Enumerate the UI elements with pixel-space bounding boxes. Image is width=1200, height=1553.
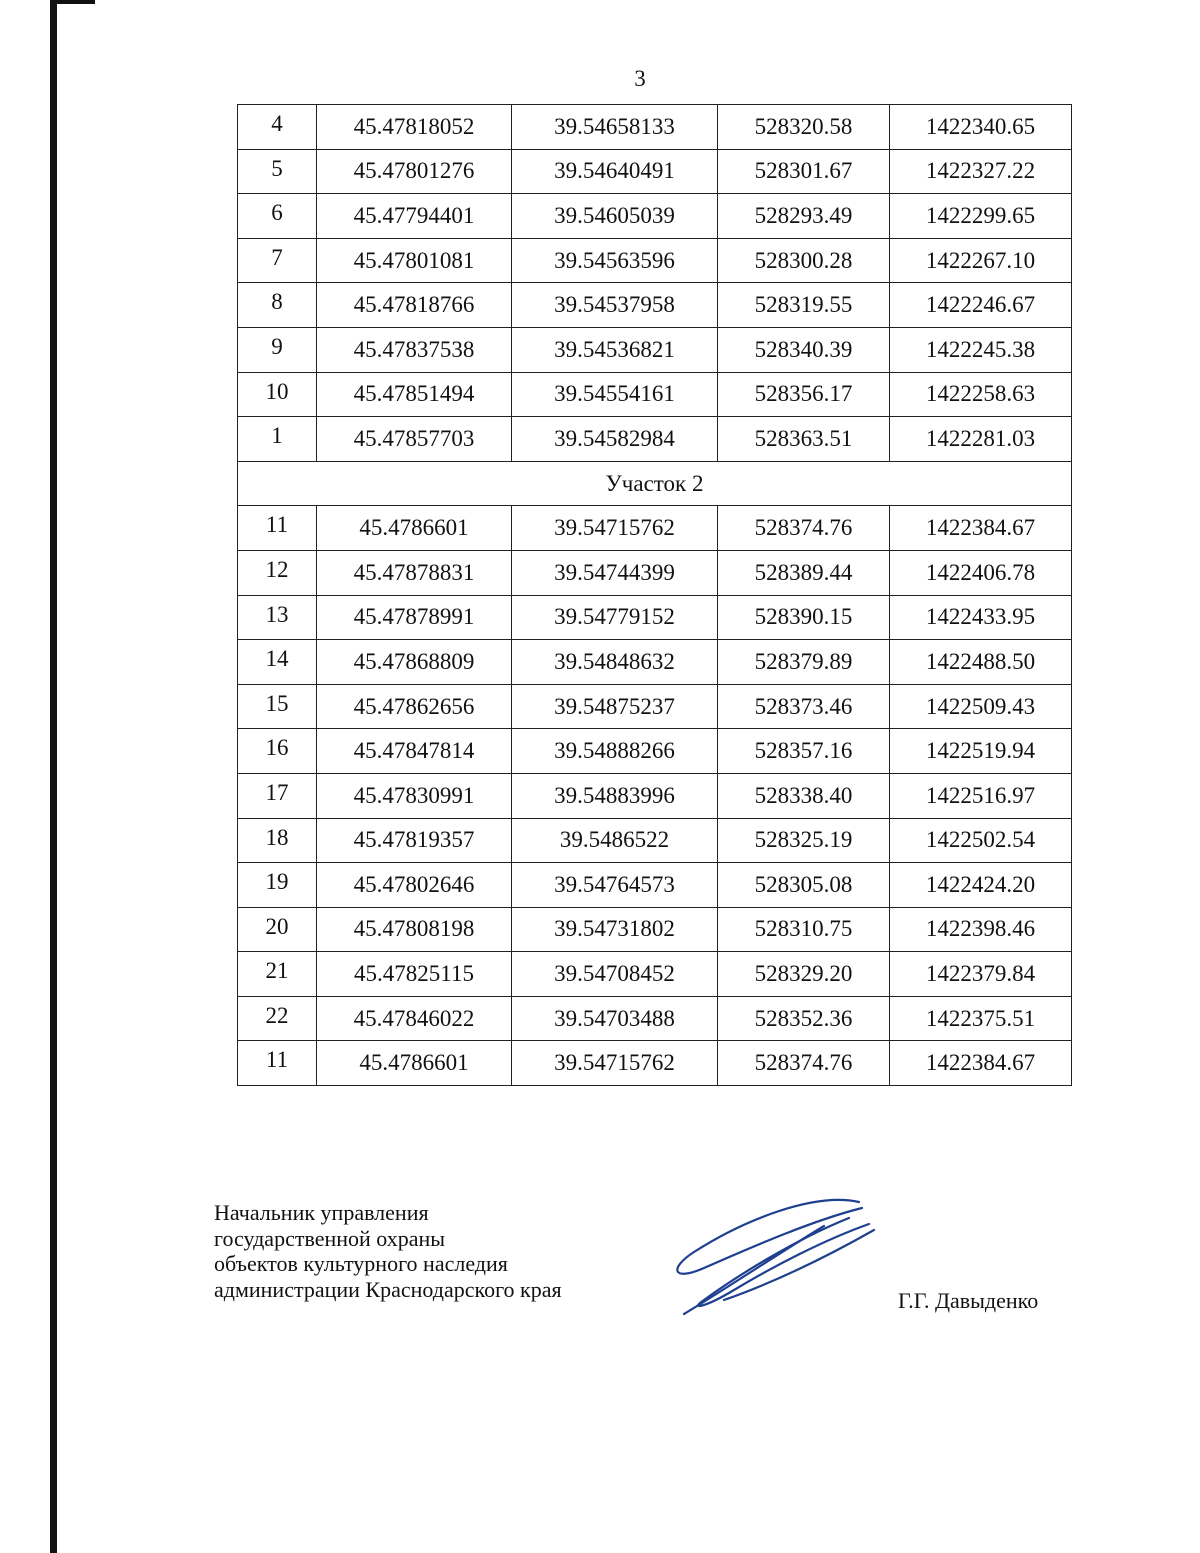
coordinate-cell: 45.47801276 [317,149,512,194]
coordinate-cell: 528390.15 [718,595,890,640]
coordinate-cell: 1422246.67 [890,283,1072,328]
handwritten-signature-icon [664,1190,884,1325]
coordinate-cell: 45.47801081 [317,238,512,283]
coordinate-cell: 39.54582984 [512,417,718,462]
coordinate-cell: 45.47818052 [317,105,512,150]
position-line: объектов культурного наследия [214,1251,508,1276]
coordinate-cell: 1422375.51 [890,996,1072,1041]
point-number-cell: 8 [238,283,317,328]
point-number-cell: 7 [238,238,317,283]
coordinate-cell: 45.47808198 [317,907,512,952]
table-row [238,952,1072,997]
table-row [238,238,1072,283]
table-row [238,595,1072,640]
point-number-cell: 4 [238,105,317,150]
position-line: Начальник управления [214,1200,429,1225]
coordinate-cell: 1422384.67 [890,1041,1072,1086]
scan-edge-top [57,0,95,4]
point-number-cell: 9 [238,327,317,372]
coordinate-cell: 45.47857703 [317,417,512,462]
coordinate-cell: 1422327.22 [890,149,1072,194]
point-number-cell: 6 [238,194,317,239]
point-number-cell: 20 [238,907,317,952]
table-row [238,863,1072,908]
table-row [238,372,1072,417]
table-row [238,684,1072,729]
point-number-cell: 5 [238,149,317,194]
coordinate-cell: 528363.51 [718,417,890,462]
coordinate-cell: 45.47862656 [317,684,512,729]
coordinate-cell: 1422299.65 [890,194,1072,239]
page-number: 3 [634,66,646,91]
coordinate-cell: 39.54563596 [512,238,718,283]
coordinate-cell: 528340.39 [718,327,890,372]
table-row [238,640,1072,685]
point-number-cell: 15 [238,684,317,729]
coordinate-cell: 528379.89 [718,640,890,685]
coordinate-cell: 528357.16 [718,729,890,774]
point-number-cell: 17 [238,773,317,818]
coordinate-cell: 528305.08 [718,863,890,908]
position-line: государственной охраны [214,1225,446,1251]
coordinate-cell: 45.47794401 [317,194,512,239]
coordinate-cell: 45.4786601 [317,506,512,551]
coordinate-cell: 1422258.63 [890,372,1072,417]
table-row [238,907,1072,952]
coordinate-cell: 1422424.20 [890,863,1072,908]
coordinate-cell: 39.54888266 [512,729,718,774]
coordinate-cell: 39.54779152 [512,595,718,640]
table-row [238,996,1072,1041]
section-title: Участок 2 [238,461,1072,506]
coordinate-cell: 39.54848632 [512,640,718,685]
coordinate-cell: 1422502.54 [890,818,1072,863]
coordinate-cell: 528329.20 [718,952,890,997]
coordinate-cell: 39.54715762 [512,1041,718,1086]
table-row [238,506,1072,551]
coordinate-cell: 1422406.78 [890,550,1072,595]
coordinate-cell: 528319.55 [718,283,890,328]
coordinate-cell: 39.54703488 [512,996,718,1041]
table-row [238,417,1072,462]
coordinate-cell: 39.54875237 [512,684,718,729]
table-row [238,283,1072,328]
coordinate-cell: 45.47846022 [317,996,512,1041]
table-row [238,550,1072,595]
coordinate-cell: 45.47830991 [317,773,512,818]
table-row [238,149,1072,194]
point-number-cell: 14 [238,640,317,685]
coordinate-cell: 45.47825115 [317,952,512,997]
point-number-cell: 12 [238,550,317,595]
table-row [238,105,1072,150]
coordinate-cell: 528389.44 [718,550,890,595]
section-row [238,461,1072,506]
coordinate-cell: 45.47851494 [317,372,512,417]
point-number-cell: 11 [238,1041,317,1086]
coordinate-cell: 1422398.46 [890,907,1072,952]
coordinate-cell: 39.54537958 [512,283,718,328]
point-number-cell: 16 [238,729,317,774]
coordinate-cell: 1422516.97 [890,773,1072,818]
coordinate-cell: 39.54764573 [512,863,718,908]
point-number-cell: 21 [238,952,317,997]
coordinate-cell: 45.4786601 [317,1041,512,1086]
coordinate-cell: 45.47868809 [317,640,512,685]
coordinate-cell: 39.54715762 [512,506,718,551]
table-row [238,773,1072,818]
coordinate-cell: 39.54605039 [512,194,718,239]
coordinate-cell: 39.54536821 [512,327,718,372]
table-row [238,327,1072,372]
coordinate-cell: 528356.17 [718,372,890,417]
coordinate-cell: 528293.49 [718,194,890,239]
coordinate-cell: 528374.76 [718,1041,890,1086]
coordinate-cell: 1422488.50 [890,640,1072,685]
coordinate-cell: 1422281.03 [890,417,1072,462]
coordinate-cell: 528320.58 [718,105,890,150]
table-row [238,194,1072,239]
table-row [238,729,1072,774]
coordinate-cell: 1422519.94 [890,729,1072,774]
coordinate-cell: 1422433.95 [890,595,1072,640]
coordinate-cell: 528325.19 [718,818,890,863]
coordinate-cell: 1422384.67 [890,506,1072,551]
coordinate-cell: 1422340.65 [890,105,1072,150]
table-row [238,1041,1072,1086]
coordinate-cell: 528352.36 [718,996,890,1041]
point-number-cell: 19 [238,863,317,908]
coordinate-cell: 39.54554161 [512,372,718,417]
coordinate-cell: 39.54640491 [512,149,718,194]
coordinate-cell: 39.54883996 [512,773,718,818]
table-row [238,818,1072,863]
coordinate-cell: 1422509.43 [890,684,1072,729]
coordinate-cell: 45.47837538 [317,327,512,372]
coordinate-cell: 1422267.10 [890,238,1072,283]
coordinate-cell: 528338.40 [718,773,890,818]
coordinate-cell: 45.47847814 [317,729,512,774]
signatory-position [214,1200,562,1302]
position-line: администрации Краснодарского края [214,1276,562,1302]
coordinates-table-body [238,105,1072,1086]
coordinate-cell: 39.54708452 [512,952,718,997]
point-number-cell: 10 [238,372,317,417]
coordinate-cell: 39.5486522 [512,818,718,863]
coordinate-cell: 528301.67 [718,149,890,194]
coordinate-cell: 45.47818766 [317,283,512,328]
coordinate-cell: 45.47878991 [317,595,512,640]
coordinate-cell: 45.47878831 [317,550,512,595]
point-number-cell: 13 [238,595,317,640]
coordinate-cell: 1422379.84 [890,952,1072,997]
point-number-cell: 11 [238,506,317,551]
coordinates-table [237,104,1072,1086]
coordinate-cell: 1422245.38 [890,327,1072,372]
point-number-cell: 18 [238,818,317,863]
coordinate-cell: 45.47802646 [317,863,512,908]
coordinate-cell: 39.54658133 [512,105,718,150]
coordinate-cell: 45.47819357 [317,818,512,863]
point-number-cell: 1 [238,417,317,462]
point-number-cell: 22 [238,996,317,1041]
coordinate-cell: 528300.28 [718,238,890,283]
signer-name: Г.Г. Давыденко [898,1288,1039,1313]
scan-edge-left [50,0,57,1553]
coordinate-cell: 528373.46 [718,684,890,729]
coordinate-cell: 528310.75 [718,907,890,952]
coordinate-cell: 528374.76 [718,506,890,551]
coordinate-cell: 39.54744399 [512,550,718,595]
coordinate-cell: 39.54731802 [512,907,718,952]
